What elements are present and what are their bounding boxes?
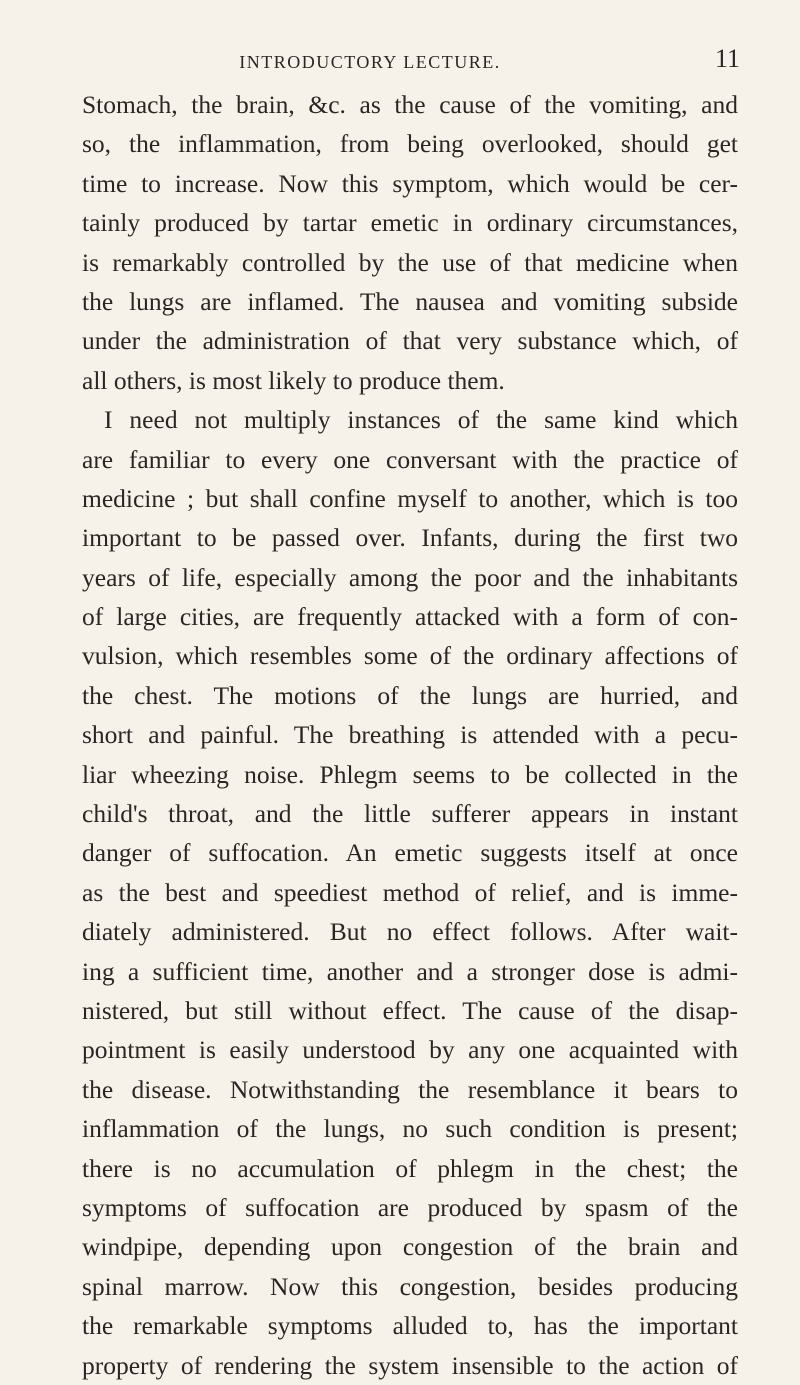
text-line: vulsion, which resembles some of the ordinary affections of bbox=[82, 641, 738, 671]
text-line: Stomach, the brain, &c. as the cause of the vomiting, and bbox=[82, 90, 738, 119]
text-line: property of rendering the system insensible to the action of bbox=[82, 1350, 738, 1380]
running-head bbox=[80, 44, 740, 84]
text-line: under the administration of that very substance which, of bbox=[82, 326, 738, 356]
running-head-title: INTRODUCTORY LECTURE. bbox=[239, 52, 501, 72]
text-line: the remarkable symptoms alluded to, has the important bbox=[82, 1311, 738, 1341]
text-line: medicine ; but shall confine myself to another, which is too bbox=[82, 483, 738, 513]
text-line: danger of suffocation. An emetic suggests itself at once bbox=[82, 838, 738, 868]
text-line: nistered, but still without effect. The cause of the disap- bbox=[82, 995, 738, 1025]
text-line: child's throat, and the little sufferer appears in instant bbox=[82, 799, 738, 829]
text-line: is remarkably controlled by the use of that medicine when bbox=[82, 247, 738, 277]
text-line: of large cities, are frequently attacked with a form of con- bbox=[82, 602, 738, 632]
text-line: the disease. Notwithstanding the resemblance it bears to bbox=[82, 1074, 738, 1104]
text-line: I need not multiply instances of the same kind which bbox=[104, 405, 738, 435]
text-line: the lungs are inflamed. The nausea and vomiting subside bbox=[82, 286, 738, 316]
text-line: the chest. The motions of the lungs are hurried, and bbox=[82, 680, 738, 710]
text-line: liar wheezing noise. Phlegm seems to be collected in the bbox=[82, 759, 738, 789]
text-line: so, the inflammation, from being overlooked, should get bbox=[82, 129, 738, 159]
text-line: short and painful. The breathing is attended with a pecu- bbox=[82, 720, 738, 750]
text-line: diately administered. But no effect follows. After wait- bbox=[82, 917, 738, 947]
text-line: ing a sufficient time, another and a stronger dose is admi- bbox=[82, 956, 738, 986]
text-line: all others, is most likely to produce them. bbox=[82, 365, 505, 395]
text-line: windpipe, depending upon congestion of the brain and bbox=[82, 1232, 738, 1262]
text-line: important to be passed over. Infants, during the first two bbox=[82, 523, 738, 553]
text-line: years of life, especially among the poor and the inhabitants bbox=[82, 562, 738, 592]
text-line: are familiar to every one conversant with the practice of bbox=[82, 444, 738, 474]
text-line: spinal marrow. Now this congestion, besides producing bbox=[82, 1271, 738, 1301]
text-line: time to increase. Now this symptom, which would be cer- bbox=[82, 168, 738, 198]
text-line: symptoms of suffocation are produced by spasm of the bbox=[82, 1192, 738, 1222]
page-number: 11 bbox=[714, 44, 740, 73]
text-line: as the best and speediest method of relief, and is imme- bbox=[82, 877, 738, 907]
text-line: there is no accumulation of phlegm in the chest; the bbox=[82, 1153, 738, 1183]
body-text bbox=[82, 85, 738, 1385]
text-line: inflammation of the lungs, no such condition is present; bbox=[82, 1114, 738, 1144]
text-line: tainly produced by tartar emetic in ordinary circumstances, bbox=[82, 208, 738, 238]
text-line: pointment is easily understood by any one acquainted with bbox=[82, 1035, 738, 1065]
